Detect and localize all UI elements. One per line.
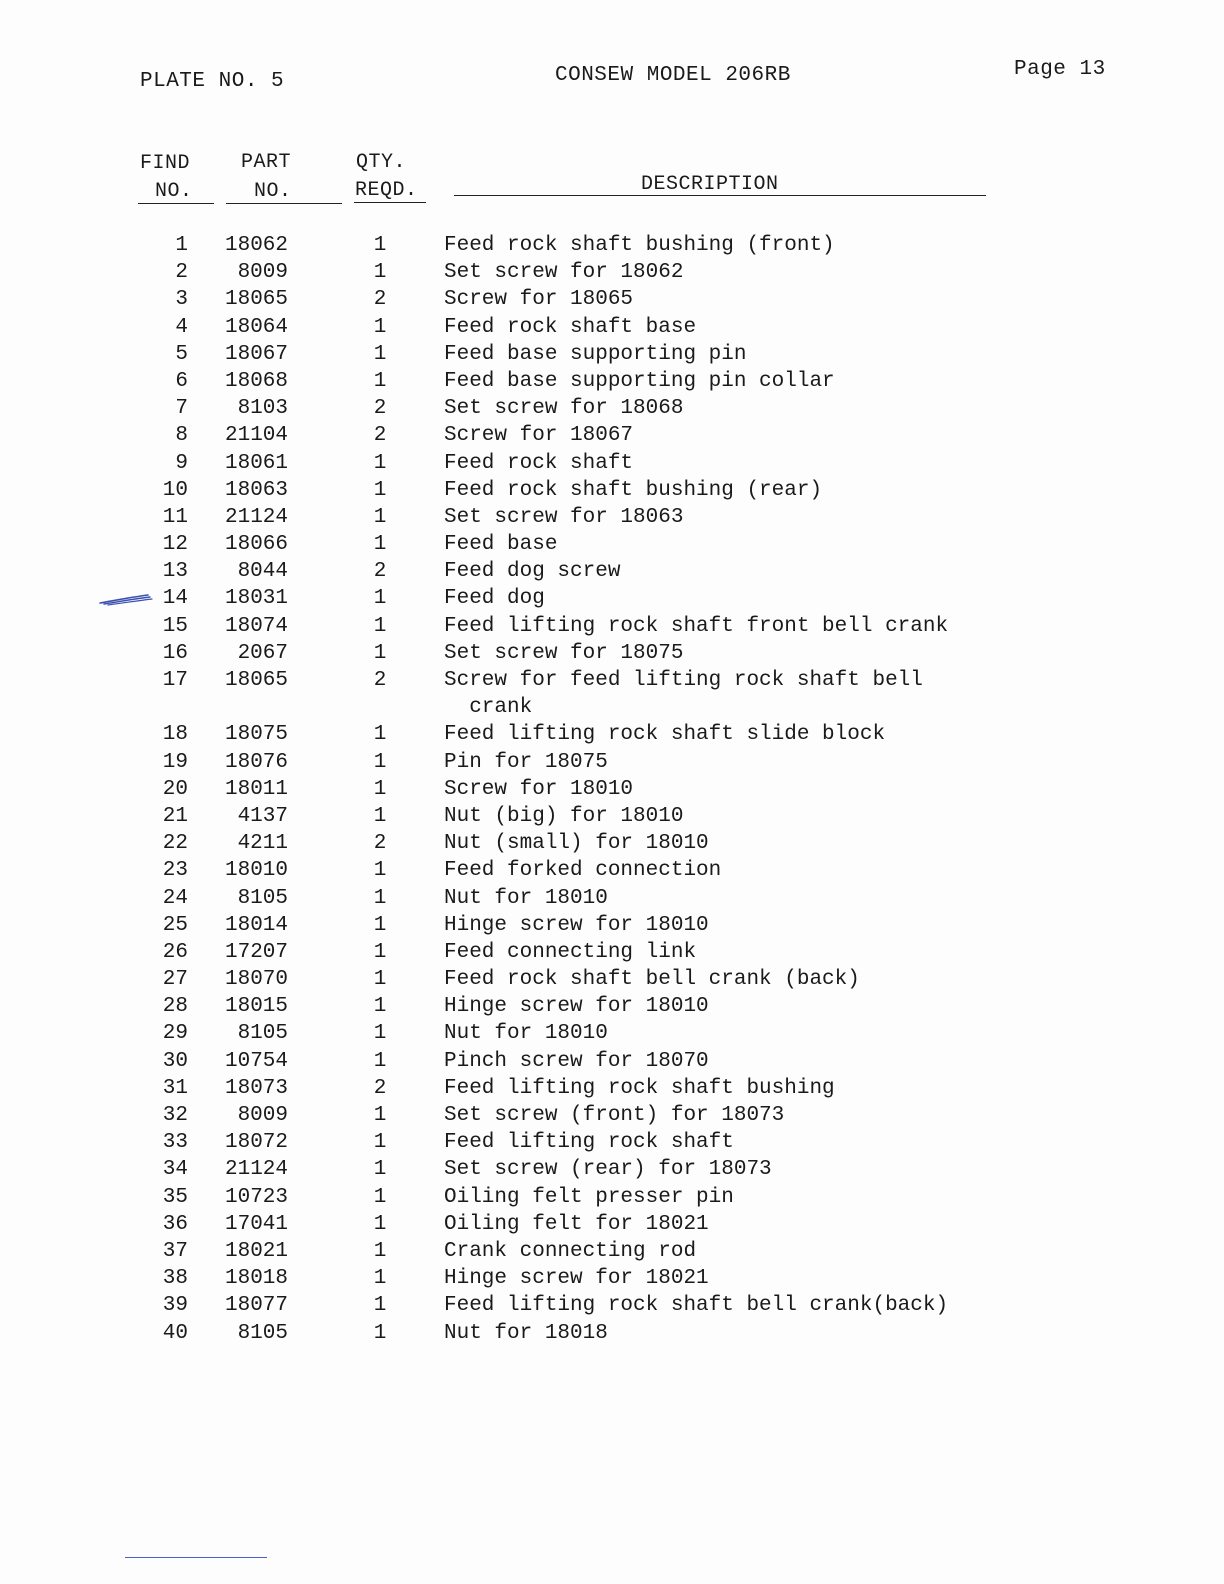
parts-row (0, 640, 1224, 667)
part-number: 17041 (224, 1212, 288, 1236)
find-number: 33 (162, 1131, 188, 1155)
find-number: 5 (175, 342, 188, 366)
part-description: Feed lifting rock shaft (444, 1131, 734, 1155)
quantity-required: 2 (373, 560, 387, 584)
col-find-underline (138, 203, 214, 204)
find-number: 14 (162, 587, 188, 611)
page-number: Page 13 (1014, 58, 1106, 81)
part-description: Screw for 18067 (444, 424, 634, 448)
find-number: 37 (162, 1239, 188, 1263)
find-number: 20 (162, 777, 188, 801)
part-description: Set screw for 18075 (444, 641, 684, 665)
plate-number: PLATE NO. 5 (140, 70, 285, 93)
part-description: Crank connecting rod (444, 1239, 697, 1263)
part-description: Nut (small) for 18010 (444, 832, 709, 856)
col-find-line2: NO. (155, 180, 193, 203)
col-qty-line1: QTY. (356, 151, 407, 174)
find-number: 21 (162, 804, 188, 828)
part-number: 18061 (224, 451, 288, 475)
part-description: Screw for 18010 (444, 777, 634, 801)
part-number: 8105 (237, 1321, 288, 1345)
find-number: 10 (162, 478, 188, 502)
quantity-required: 2 (373, 832, 387, 856)
find-number: 2 (175, 261, 188, 285)
parts-row (0, 830, 1224, 857)
pen-underline-mark (125, 1557, 267, 1558)
part-description: Hinge screw for 18021 (444, 1267, 709, 1291)
part-number: 18073 (224, 1076, 288, 1100)
find-number: 32 (162, 1104, 188, 1128)
part-description: Feed lifting rock shaft bell crank(back) (444, 1294, 949, 1318)
quantity-required: 1 (373, 1104, 387, 1128)
part-number: 18021 (224, 1239, 288, 1263)
part-number: 18018 (224, 1267, 288, 1291)
col-find-line1: FIND (140, 152, 191, 175)
parts-row (0, 1020, 1224, 1047)
part-description: Set screw (rear) for 18073 (444, 1158, 772, 1182)
part-number: 18015 (224, 995, 288, 1019)
part-description: Nut for 18010 (444, 886, 608, 910)
part-description: Feed dog screw (444, 560, 621, 584)
find-number: 15 (162, 614, 188, 638)
quantity-required: 2 (373, 669, 387, 692)
quantity-required: 1 (373, 478, 387, 502)
quantity-required: 1 (373, 342, 387, 366)
pen-mark-icon (98, 592, 154, 606)
quantity-required: 1 (373, 913, 387, 937)
parts-row (0, 232, 1224, 259)
parts-row (0, 721, 1224, 748)
quantity-required: 1 (373, 1267, 387, 1291)
parts-row (0, 1238, 1224, 1265)
part-description: Feed rock shaft bell crank (back) (444, 968, 860, 992)
part-number: 21124 (224, 505, 288, 529)
find-number: 31 (162, 1076, 188, 1100)
quantity-required: 1 (373, 614, 387, 638)
part-description: Set screw for 18062 (444, 261, 684, 285)
find-number: 8 (175, 424, 188, 448)
parts-row (0, 857, 1224, 884)
find-number: 3 (175, 288, 188, 312)
parts-row (0, 504, 1224, 531)
col-description: DESCRIPTION (641, 173, 779, 196)
quantity-required: 1 (373, 533, 387, 557)
parts-row (0, 1320, 1224, 1347)
part-number: 18064 (224, 315, 288, 339)
part-number: 18031 (224, 587, 288, 611)
parts-row (0, 1265, 1224, 1292)
part-description: Feed lifting rock shaft bushing (444, 1076, 835, 1100)
parts-row (0, 450, 1224, 477)
part-number: 18067 (224, 342, 288, 366)
parts-row (0, 1048, 1224, 1075)
parts-row (0, 803, 1224, 830)
quantity-required: 1 (373, 1049, 387, 1073)
parts-row (0, 1129, 1224, 1156)
quantity-required: 1 (373, 804, 387, 828)
part-number: 8105 (237, 1022, 288, 1046)
part-description: Pinch screw for 18070 (444, 1049, 709, 1073)
quantity-required: 1 (373, 723, 387, 747)
part-description: Nut (big) for 18010 (444, 804, 684, 828)
parts-row (0, 1292, 1224, 1319)
parts-row (0, 1184, 1224, 1211)
part-number: 18070 (224, 968, 288, 992)
part-number: 18062 (224, 234, 288, 257)
part-number: 10754 (224, 1049, 288, 1073)
find-number: 6 (175, 369, 188, 393)
quantity-required: 2 (373, 288, 387, 312)
col-qty-line2: REQD. (355, 179, 418, 202)
part-number: 18065 (224, 288, 288, 312)
part-description: Feed lifting rock shaft slide block (444, 723, 886, 747)
quantity-required: 1 (373, 261, 387, 285)
parts-row (0, 395, 1224, 422)
quantity-required: 1 (373, 369, 387, 393)
part-number: 8103 (237, 397, 288, 421)
parts-row (0, 1156, 1224, 1183)
find-number: 36 (162, 1212, 188, 1236)
part-description: Feed dog (444, 587, 545, 611)
find-number: 4 (175, 315, 188, 339)
parts-row (0, 585, 1224, 612)
parts-row (0, 993, 1224, 1020)
part-description: Feed forked connection (444, 859, 722, 883)
part-description: Feed rock shaft bushing (rear) (444, 478, 823, 502)
find-number: 39 (162, 1294, 188, 1318)
parts-row (0, 422, 1224, 449)
quantity-required: 1 (373, 234, 387, 257)
quantity-required: 1 (373, 777, 387, 801)
part-number: 18011 (224, 777, 288, 801)
quantity-required: 1 (373, 886, 387, 910)
find-number: 16 (162, 641, 188, 665)
part-description: Feed base (444, 533, 558, 557)
part-description: Feed rock shaft bushing (front) (444, 234, 835, 257)
parts-row (0, 314, 1224, 341)
find-number: 12 (162, 533, 188, 557)
col-part-underline (226, 203, 342, 204)
find-number: 19 (162, 750, 188, 774)
part-number: 18066 (224, 533, 288, 557)
part-number: 4137 (237, 804, 288, 828)
find-number: 35 (162, 1185, 188, 1209)
find-number: 18 (162, 723, 188, 747)
part-description: Set screw (front) for 18073 (444, 1104, 785, 1128)
parts-list (0, 232, 1224, 1347)
quantity-required: 1 (373, 587, 387, 611)
find-number: 34 (162, 1158, 188, 1182)
part-description: Nut for 18010 (444, 1022, 608, 1046)
quantity-required: 2 (373, 397, 387, 421)
find-number: 25 (162, 913, 188, 937)
part-description: Pin for 18075 (444, 750, 608, 774)
quantity-required: 2 (373, 424, 387, 448)
parts-row (0, 368, 1224, 395)
parts-row (0, 1102, 1224, 1129)
part-number: 18075 (224, 723, 288, 747)
parts-row (0, 341, 1224, 368)
quantity-required: 1 (373, 1294, 387, 1318)
part-description: Oiling felt presser pin (444, 1185, 734, 1209)
part-number: 8044 (237, 560, 288, 584)
part-number: 18074 (224, 614, 288, 638)
part-number: 8009 (237, 1104, 288, 1128)
parts-row (0, 749, 1224, 776)
part-number: 21124 (224, 1158, 288, 1182)
part-number: 18076 (224, 750, 288, 774)
quantity-required: 1 (373, 505, 387, 529)
part-number: 18072 (224, 1131, 288, 1155)
find-number: 9 (175, 451, 188, 475)
parts-row (0, 776, 1224, 803)
find-number: 28 (162, 995, 188, 1019)
parts-row (0, 966, 1224, 993)
parts-row (0, 531, 1224, 558)
part-description: Screw for 18065 (444, 288, 634, 312)
part-description: Feed lifting rock shaft front bell crank (444, 614, 949, 638)
quantity-required: 2 (373, 1076, 387, 1100)
find-number: 11 (162, 505, 188, 529)
part-number: 18077 (224, 1294, 288, 1318)
parts-row (0, 259, 1224, 286)
quantity-required: 1 (373, 750, 387, 774)
find-number: 29 (162, 1022, 188, 1046)
parts-row (0, 885, 1224, 912)
parts-row (0, 912, 1224, 939)
part-description: Set screw for 18068 (444, 397, 684, 421)
part-description: Hinge screw for 18010 (444, 913, 709, 937)
col-part-line2: NO. (254, 180, 292, 203)
quantity-required: 1 (373, 1022, 387, 1046)
quantity-required: 1 (373, 1158, 387, 1182)
parts-row (0, 613, 1224, 640)
find-number: 1 (175, 234, 188, 257)
quantity-required: 1 (373, 995, 387, 1019)
quantity-required: 1 (373, 641, 387, 665)
find-number: 7 (175, 397, 188, 421)
part-number: 18063 (224, 478, 288, 502)
part-number: 21104 (224, 424, 288, 448)
quantity-required: 1 (373, 859, 387, 883)
part-description: Nut for 18018 (444, 1321, 608, 1345)
part-number: 4211 (237, 832, 288, 856)
part-number: 2067 (237, 641, 288, 665)
parts-row (0, 1211, 1224, 1238)
find-number: 40 (162, 1321, 188, 1345)
find-number: 23 (162, 859, 188, 883)
part-number: 18065 (224, 669, 288, 692)
col-qty-underline (354, 202, 426, 203)
part-description: Feed connecting link (444, 940, 697, 964)
find-number: 22 (162, 832, 188, 856)
col-description-underline (454, 195, 986, 196)
part-description: Oiling felt for 18021 (444, 1212, 709, 1236)
find-number: 27 (162, 968, 188, 992)
part-number: 18014 (224, 913, 288, 937)
part-number: 18068 (224, 369, 288, 393)
quantity-required: 1 (373, 940, 387, 964)
part-number: 17207 (224, 940, 288, 964)
find-number: 30 (162, 1049, 188, 1073)
part-description: Feed rock shaft base (444, 315, 697, 339)
part-number: 8105 (237, 886, 288, 910)
quantity-required: 1 (373, 968, 387, 992)
part-description: Feed base supporting pin (444, 342, 747, 366)
parts-row (0, 286, 1224, 313)
quantity-required: 1 (373, 1131, 387, 1155)
part-description: Feed base supporting pin collar (444, 369, 835, 393)
part-description: Screw for feed lifting rock shaft bell crank (444, 669, 923, 720)
find-number: 38 (162, 1267, 188, 1291)
find-number: 26 (162, 940, 188, 964)
part-description: Set screw for 18063 (444, 505, 684, 529)
quantity-required: 1 (373, 1321, 387, 1345)
find-number: 13 (162, 560, 188, 584)
quantity-required: 1 (373, 1212, 387, 1236)
document-title: CONSEW MODEL 206RB (555, 64, 791, 87)
part-number: 18010 (224, 859, 288, 883)
part-description: Hinge screw for 18010 (444, 995, 709, 1019)
quantity-required: 1 (373, 1239, 387, 1263)
col-part-line1: PART (241, 151, 292, 174)
quantity-required: 1 (373, 451, 387, 475)
quantity-required: 1 (373, 315, 387, 339)
part-number: 10723 (224, 1185, 288, 1209)
parts-row (0, 477, 1224, 504)
part-description: Feed rock shaft (444, 451, 634, 475)
find-number: 17 (162, 669, 188, 692)
part-number: 8009 (237, 261, 288, 285)
find-number: 24 (162, 886, 188, 910)
parts-row (0, 558, 1224, 585)
quantity-required: 1 (373, 1185, 387, 1209)
parts-row (0, 1075, 1224, 1102)
parts-row (0, 939, 1224, 966)
parts-row (0, 667, 1224, 721)
